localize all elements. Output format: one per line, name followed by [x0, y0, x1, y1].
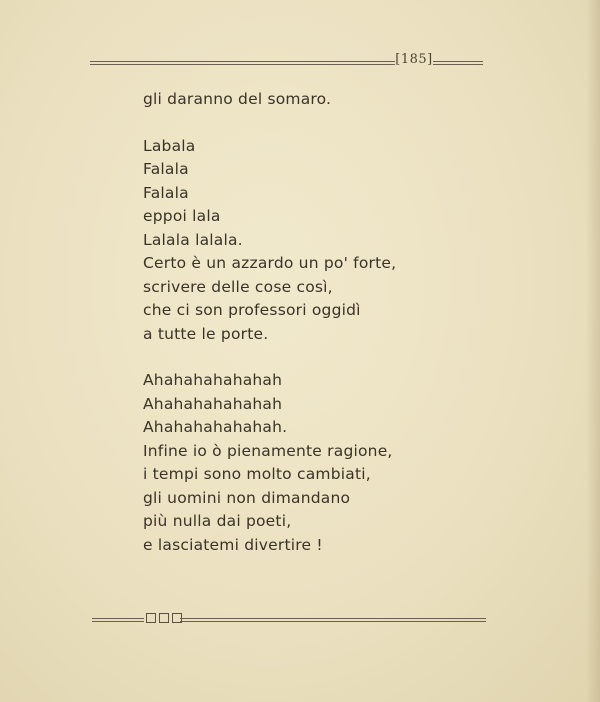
- stanza-break: [143, 346, 523, 369]
- poem-line: Certo è un azzardo un po' forte,: [143, 254, 397, 272]
- poem-line: Lalala lalala.: [143, 230, 243, 249]
- poem-line: eppoi lala: [143, 207, 221, 225]
- page-number: [185]: [395, 52, 433, 67]
- poem-line: Ahahahahahahah: [143, 394, 283, 413]
- footer-ornament: [146, 613, 182, 625]
- ornament-square-icon: [146, 613, 156, 623]
- footer-rule-right: [180, 617, 486, 623]
- page-edge-shadow: [586, 0, 600, 702]
- poem-line: scrivere delle cose così,: [143, 277, 333, 296]
- poem-line: Labala: [143, 136, 196, 155]
- header-rule-left: [90, 60, 395, 66]
- poem-line: a tutte le porte.: [143, 324, 269, 343]
- poem-line: Infine io ò pienamente ragione,: [143, 441, 393, 460]
- poem-line: più nulla dai poeti,: [143, 512, 292, 530]
- poem-line: Ahahahahahahah: [143, 371, 283, 389]
- footer-rule-left: [92, 617, 144, 623]
- poem-line: Falala: [143, 160, 189, 178]
- stanza-break: [143, 112, 523, 135]
- poem-line: che ci son professori oggidì: [143, 301, 361, 319]
- poem-line: i tempi sono molto cambiati,: [143, 465, 371, 483]
- poem-line: e lasciatemi divertire !: [143, 535, 323, 554]
- poem-line: gli uomini non dimandano: [143, 488, 351, 507]
- poem-line: Ahahahahahahah.: [143, 418, 288, 436]
- header-rule-right: [433, 60, 483, 66]
- poem-line: gli daranno del somaro.: [143, 90, 332, 108]
- poem-text: [143, 88, 523, 557]
- ornament-square-icon: [159, 613, 169, 623]
- poem-line: Falala: [143, 183, 189, 202]
